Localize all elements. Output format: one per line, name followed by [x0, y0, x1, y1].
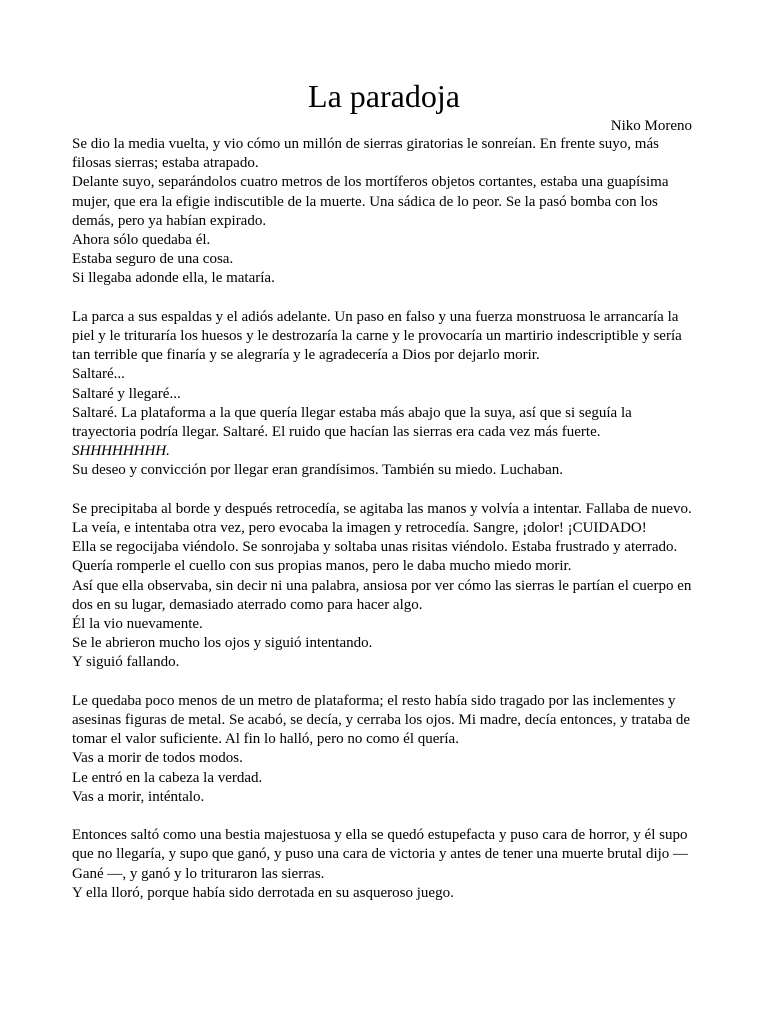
paragraph: Se dio la media vuelta, y vio cómo un millón de sierras giratorias le sonreían. En frente suyo, más filosas sierras; estaba atrapado. — [72, 136, 659, 172]
paragraph: Delante suyo, separándolos cuatro metros de los mortíferos objetos cortantes, estaba una guapísima mujer, que era la efigie indiscutible de la muerte. Una sádica de lo peor. Se la pasó bomba con los demás, pero ya habían expirado. — [72, 174, 669, 229]
document-title: La paradoja — [308, 78, 460, 114]
paragraph: Saltaré. La plataforma a la que quería llegar estaba más abajo que la suya, así que si seguía la trayectoria podría llegar. Saltaré. El ruido que hacían las sierras era cada vez más fuerte. — [72, 404, 632, 441]
paragraph: Se precipitaba al borde y después retrocedía, se agitaba las manos y volvía a intentar. Fallaba de nuevo. La veía, e intentaba otra vez, pero evocaba la imagen y retrocedía. Sangre, ¡dolor! ¡CUIDADO! — [72, 500, 692, 537]
paragraph: Saltaré y llegaré... — [72, 385, 181, 402]
paragraph: Saltaré... — [72, 366, 125, 383]
paragraph: Así que ella observaba, sin decir ni una palabra, ansiosa por ver cómo las sierras le partían el cuerpo en dos en su lugar, demasiado aterrado como para hacer algo. — [72, 577, 692, 613]
paragraph: Entonces saltó como una bestia majestuosa y ella se quedó estupefacta y puso cara de horror, y él supo que no llegaría, y supo que ganó, y puso una cara de victoria y antes de tener una muerte brutal dijo —Gané —, y ganó y lo trituraron las sierras. — [72, 827, 689, 882]
paragraph: Ahora sólo quedaba él. — [72, 232, 211, 249]
paragraph: Y siguió fallando. — [72, 654, 180, 671]
paragraph: Le quedaba poco menos de un metro de plataforma; el resto había sido tragado por las inclementes y asesinas figuras de metal. Se acabó, se decía, y cerraba los ojos. Mi madre, decía entonces, y trataba de tomar el valor suficiente. Al fin lo halló, pero no como él quería. — [72, 692, 691, 748]
paragraph: Su deseo y convicción por llegar eran grandísimos. También su miedo. Luchaban. — [72, 462, 564, 479]
author-name: Niko Moreno — [610, 118, 692, 134]
paragraph: SHHHHHHHH. — [72, 443, 170, 460]
paragraph: Si llegaba adonde ella, le mataría. — [72, 270, 275, 287]
paragraph: Le entró en la cabeza la verdad. — [72, 769, 263, 786]
paragraph: La parca a sus espaldas y el adiós adelante. Un paso en falso y una fuerza monstruosa le arrancaría la piel y le trituraría los huesos y le destrozaría la carne y le provocaría un martirio indescriptible y sería tan terrible que finaría y se alegraría y le agradecería a Dios por dejarlo morir. — [72, 308, 682, 364]
blank-line — [72, 481, 696, 500]
document-body — [72, 135, 696, 903]
paragraph: Ella se regocijaba viéndolo. Se sonrojaba y soltaba unas risitas viéndolo. Estaba frustrado y aterrado. Quería romperle el cuello con sus propias manos, pero le daba mucho miedo morir. — [72, 539, 678, 575]
blank-line — [72, 289, 696, 308]
paragraph: Y ella lloró, porque había sido derrotada en su asqueroso juego. — [72, 884, 454, 901]
blank-line — [72, 807, 696, 826]
paragraph: Se le abrieron mucho los ojos y siguió intentando. — [72, 635, 373, 652]
paragraph: Él la vio nuevamente. — [72, 616, 203, 633]
blank-line — [72, 673, 696, 692]
paragraph: Vas a morir, inténtalo. — [72, 788, 205, 805]
paragraph: Vas a morir de todos modos. — [72, 750, 243, 767]
paragraph: Estaba seguro de una cosa. — [72, 251, 234, 268]
